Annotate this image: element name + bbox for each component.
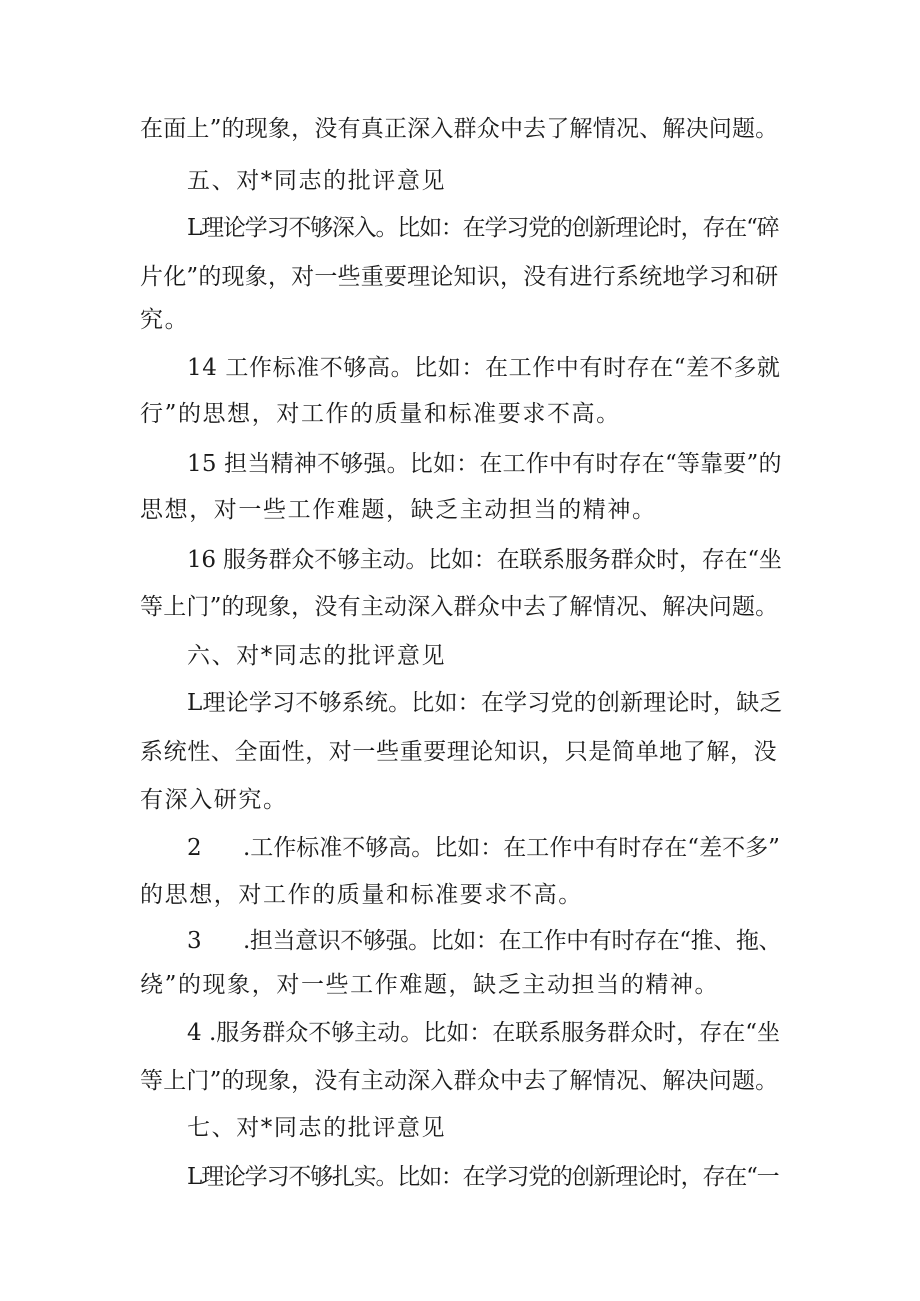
list-number: 3: [187, 928, 202, 954]
section-heading-5: 五、对*同志的批评意见: [187, 168, 447, 194]
text-line: 片化”的现象，对一些重要理论知识，没有进行系统地学习和研: [140, 264, 779, 290]
text-line: 思想，对一些工作难题，缺乏主动担当的精神。: [140, 497, 657, 523]
text-line: L理论学习不够系统。比如：在学习党的创新理论时，缺乏: [187, 690, 783, 716]
text-line: 在面上”的现象，没有真正深入群众中去了解情况、解决问题。: [140, 116, 779, 142]
text-line: L理论学习不够扎实。比如：在学习党的创新理论时，存在“一: [187, 1164, 779, 1190]
text-line: 等上门”的现象，没有主动深入群众中去了解情况、解决问题。: [140, 594, 779, 620]
text-line: L理论学习不够深入。比如：在学习党的创新理论时，存在“碎: [187, 215, 779, 241]
text-line: 14 工作标准不够高。比如：在工作中有时存在“差不多就: [187, 355, 781, 381]
section-heading-6: 六、对*同志的批评意见: [187, 643, 447, 669]
text-line: 15 担当精神不够强。比如：在工作中有时存在“等靠要”的: [187, 451, 782, 477]
text-line: 绕”的现象，对一些工作难题，缺乏主动担当的精神。: [140, 972, 720, 998]
text-line: 行”的思想，对工作的质量和标准要求不高。: [140, 401, 621, 427]
text-line: 16 服务群众不够主动。比如：在联系服务群众时，存在“坐: [187, 547, 782, 573]
text-line: .工作标准不够高。比如：在工作中有时存在“差不多”: [243, 835, 780, 861]
section-heading-7: 七、对*同志的批评意见: [187, 1115, 447, 1141]
text-line: 有深入研究。: [140, 787, 288, 813]
text-line: 系统性、全面性，对一些重要理论知识，只是简单地了解，没: [140, 739, 778, 765]
text-line: 4 .服务群众不够主动。比如：在联系服务群众时，存在“坐: [187, 1020, 781, 1046]
list-number: 2: [187, 835, 202, 861]
text-line: 的思想，对工作的质量和标准要求不高。: [140, 882, 583, 908]
text-line: 等上门”的现象，没有主动深入群众中去了解情况、解决问题。: [140, 1068, 779, 1094]
text-line: .担当意识不够强。比如：在工作中有时存在“推、拖、: [243, 928, 782, 954]
text-line: 究。: [140, 307, 190, 333]
